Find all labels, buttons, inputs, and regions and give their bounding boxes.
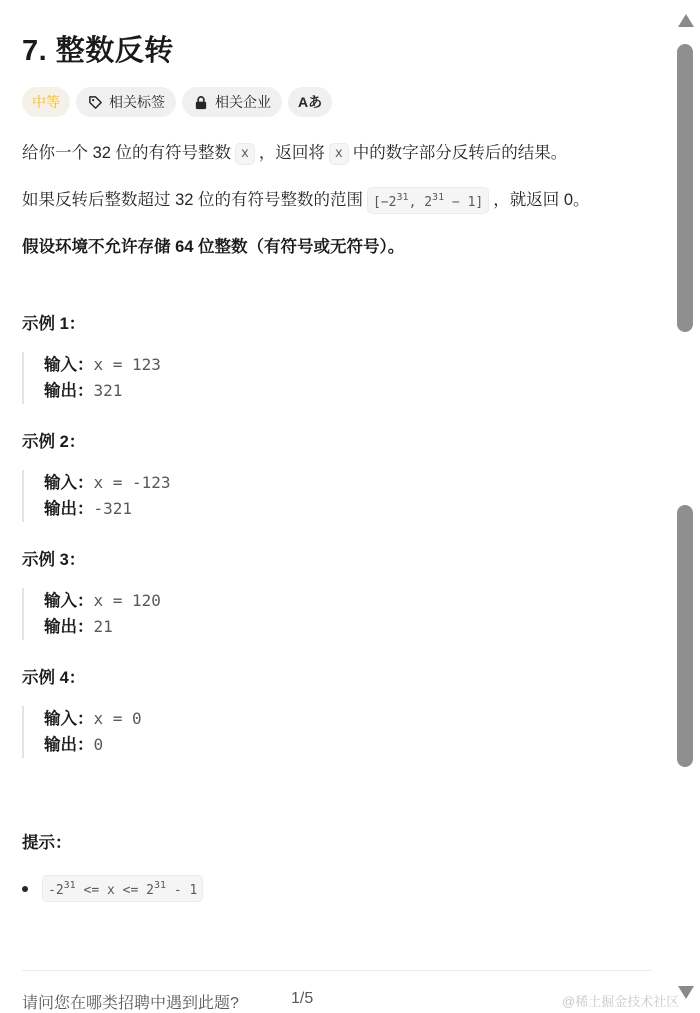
range-exponent: 31	[396, 192, 409, 203]
example-1-heading: 示例 1：	[22, 315, 86, 333]
description-paragraph-2	[22, 187, 590, 214]
companies-tag-button[interactable]	[182, 87, 282, 117]
translate-icon: Aあ	[298, 94, 323, 110]
example-input	[44, 588, 161, 614]
watermark: @稀土掘金技术社区	[562, 994, 680, 1009]
example-output	[44, 378, 161, 404]
output-label: 输出：	[44, 382, 94, 400]
constraint-part: <= x <= 2	[75, 883, 154, 898]
output-label: 输出：	[44, 500, 94, 518]
output-value: 21	[93, 617, 113, 636]
survey-page-indicator: 1/5	[291, 990, 314, 1007]
desc-text: 如果反转后整数超过 32 位的有符号整数的范围	[22, 190, 364, 209]
output-value: -321	[93, 499, 133, 518]
translate-button[interactable]	[288, 87, 332, 117]
example-output	[44, 496, 171, 522]
description-paragraph-1	[22, 141, 567, 165]
range-code	[367, 187, 489, 214]
example-input	[44, 470, 171, 496]
topics-tag-button[interactable]	[76, 87, 176, 117]
constraint-code	[42, 875, 203, 902]
constraint-exponent: 31	[63, 880, 76, 891]
input-value: x = 0	[93, 709, 142, 728]
example-1-block	[22, 352, 161, 404]
output-value: 321	[93, 381, 123, 400]
desc-text: ，返回将	[258, 144, 325, 162]
scrollbar-thumb-secondary[interactable]	[677, 505, 693, 767]
inline-code: x	[235, 143, 255, 165]
desc-text: ，就返回 0。	[493, 190, 590, 209]
input-value: x = 123	[93, 355, 161, 374]
tag-icon	[87, 94, 103, 110]
example-input	[44, 352, 161, 378]
example-4-heading: 示例 4：	[22, 669, 86, 687]
input-value: x = -123	[93, 473, 171, 492]
description-paragraph-3: 假设环境不允许存储 64 位整数（有符号或无符号）。	[22, 238, 405, 256]
inline-code: x	[329, 143, 349, 165]
lock-icon	[193, 94, 209, 110]
example-2-heading: 示例 2：	[22, 433, 86, 451]
bullet-dot	[22, 886, 28, 892]
example-3-heading: 示例 3：	[22, 551, 86, 569]
difficulty-badge	[22, 87, 70, 117]
input-label: 输入：	[44, 592, 94, 610]
output-value: 0	[93, 735, 104, 754]
range-part: [−2	[373, 195, 397, 210]
footer-divider	[22, 970, 652, 971]
range-part: , 2	[408, 195, 433, 210]
example-output	[44, 732, 142, 758]
input-label: 输入：	[44, 474, 94, 492]
desc-text: 给你一个 32 位的有符号整数	[22, 144, 232, 162]
desc-text: 中的数字部分反转后的结果。	[352, 144, 568, 162]
constraint-item	[22, 875, 203, 902]
input-value: x = 120	[93, 591, 161, 610]
survey-question: 请问您在哪类招聘中遇到此题?	[22, 995, 239, 1012]
range-part: − 1]	[444, 195, 484, 210]
input-label: 输入：	[44, 356, 94, 374]
output-label: 输出：	[44, 618, 94, 636]
input-label: 输入：	[44, 710, 94, 728]
constraint-part: -2	[48, 883, 64, 898]
tag-row	[22, 87, 332, 117]
example-2-block	[22, 470, 171, 522]
scroll-down-arrow-icon[interactable]	[678, 986, 694, 999]
topics-tag-label: 相关标签	[109, 94, 165, 110]
scroll-up-arrow-icon[interactable]	[678, 14, 694, 27]
example-3-block	[22, 588, 161, 640]
scrollbar-thumb[interactable]	[677, 44, 693, 332]
range-exponent: 31	[432, 192, 445, 203]
output-label: 输出：	[44, 736, 94, 754]
example-input	[44, 706, 142, 732]
constraints-heading: 提示：	[22, 834, 72, 852]
example-output	[44, 614, 161, 640]
problem-title: 7. 整数反转	[22, 35, 174, 67]
companies-tag-label: 相关企业	[215, 94, 271, 110]
difficulty-label: 中等	[32, 94, 60, 110]
constraint-exponent: 31	[153, 880, 167, 891]
constraint-part: - 1	[166, 883, 198, 898]
example-4-block	[22, 706, 142, 758]
